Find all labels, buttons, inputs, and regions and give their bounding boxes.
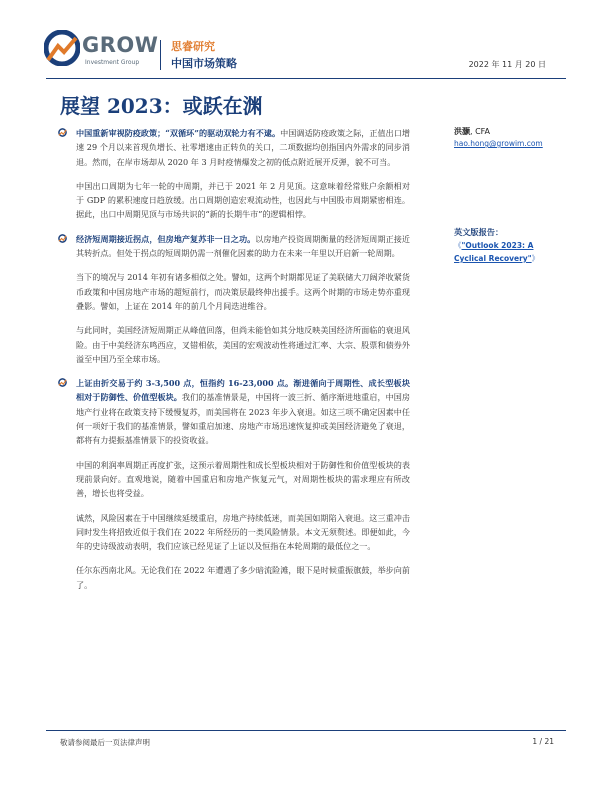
paragraph-7-text: 中国的利润率周期正再度扩张，这预示着周期性和成长型板块相对于防御性和价值型板块的表现前景向好。直观地说，随着中国重启和房地产恢复元气，对周期性板块的需求理应有所改善，增长也将受益。 xyxy=(76,459,410,499)
paragraph-2-text: 中国出口周期为七年一轮的中周期，并已于 2021 年 2 月见顶。这意味着经常账户余额相对于 GDP 的累积速度日趋放缓。出口周期创造宏观流动性，也因此与中国股市周期紧密相连。据此，出口中周期见顶与市场共识的“新的长期牛市”的逻辑相悖。 xyxy=(76,180,410,220)
grow-logo xyxy=(44,30,159,76)
paragraph-9 xyxy=(58,563,410,592)
paragraph-8-text: 诚然，风险因素在于中国继续延缓重启，房地产持续低迷，而美国如期陷入衰退。这三重冲击同时发生将招致近似于我们在 2022 年所经历的一类风险情景。本文无须赘述。即便如此，今年的史诗级波动表明，我们应该已经见证了上证以及恒指在本轮周期的最低位之一。 xyxy=(76,512,410,552)
english-close-bracket: 》 xyxy=(531,254,540,263)
paragraph-6 xyxy=(58,376,410,447)
sidebar xyxy=(454,126,566,265)
page-header xyxy=(0,0,612,90)
main-body xyxy=(58,126,410,602)
paragraph-8 xyxy=(58,511,410,554)
page-title: 展望 2023：或跃在渊 xyxy=(60,94,263,118)
english-report-link[interactable]: "Outlook 2023: A Cyclical Recovery" xyxy=(454,241,534,263)
header-divider xyxy=(160,40,161,70)
paragraph-1-lead: 中国重新审视防疫政策；“双循环”的驱动双轮力有不逮。 xyxy=(76,128,281,138)
paragraph-6-lead: 上证由折交易于约 3-3,500 点，恒指约 16-23,000 点。渐进循向于周期性、成长型板块相对于防御性、价值型板块。 xyxy=(76,378,410,403)
grow-bullet-icon xyxy=(58,378,67,387)
footer-rule xyxy=(46,730,566,731)
paragraph-1-text: 中国调适防疫政策之际，正值出口增速 29 个月以来首现负增长、社零增速由正转负的关口，二项数据均创指国内外需求的同步消退。然而，在岸市场却从 2020 年 3 月时疫情爆发之初的低点附近展开反弹，貌不可当。 xyxy=(76,128,410,167)
english-open-bracket: 《 xyxy=(454,241,462,250)
grow-bullet-icon xyxy=(58,234,67,243)
paragraph-5-text: 与此同时，美国经济短周期正从峰值回落，但尚未能恰如其分地反映美国经济所面临的衰退风险。由于中美经济东鸣西应，叉错相依，美国的宏观波动性将通过汇率、大宗、股票和债券外溢至中国乃至全球市场。 xyxy=(76,325,410,364)
logo-subtext: Investment Group xyxy=(85,59,140,66)
english-report-label: 英文版报告： xyxy=(454,227,504,237)
legal-disclaimer-note: 敬请参阅最后一页法律声明 xyxy=(60,738,150,747)
page-number: 1 / 21 xyxy=(532,737,554,746)
author-name: 洪灏 xyxy=(454,127,470,136)
logo-wordmark: GROW xyxy=(82,33,159,57)
author-suffix: , CFA xyxy=(470,127,491,136)
paragraph-1 xyxy=(58,126,410,169)
paragraph-9-text: 任尔东西南北风。无论我们在 2022 年遭遇了多少暗流险滩，眼下是时候重振旗鼓，举步向前了。 xyxy=(76,565,410,590)
paragraph-6-text: 我们的基准情景是，中国将一波三折、循序渐进地重启，中国房地产行业将在政策支持下缓慢复苏，而美国将在 2023 年步入衰退。如这三项不确定因素中任何一项好于我们的基准情景，譬如重启加速、房地产市场迅速恢复抑或美国经济避免了衰退，都将有力提振基准情景下的投资收益。 xyxy=(76,392,410,446)
header-rule xyxy=(46,78,566,79)
author-email-link[interactable]: hao.hong@growim.com xyxy=(454,139,543,148)
paragraph-3-text: 以房地产投资周期衡量的经济短周期正接近其转折点。但处于拐点的短周期仍需一剂催化因素的助力在未来一年里以开启新一轮周期。 xyxy=(76,233,410,259)
header-brand: 思睿研究 xyxy=(171,40,215,53)
grow-bullet-icon xyxy=(58,128,67,137)
author-line xyxy=(454,126,566,138)
paragraph-4 xyxy=(58,270,410,313)
paragraph-4-text: 当下的境况与 2014 年初有诸多相似之处。譬如，这两个时期都见证了美联储大刀阔斧收紧货币政策和中国房地产市场的超短前行，而决策层最终伸出援手。这两个时期的市场走势亦重现叠影。譬如，上证在 2014 年的前几个月间迭进维谷。 xyxy=(76,272,410,311)
header-section: 中国市场策略 xyxy=(171,57,237,70)
paragraph-7 xyxy=(58,458,410,501)
english-report-line xyxy=(454,239,566,265)
paragraph-3 xyxy=(58,232,410,261)
paragraph-5 xyxy=(58,323,410,366)
grow-logo-mark-icon xyxy=(44,30,80,66)
paragraph-3-lead: 经济短周期接近拐点，但房地产复苏非一日之功。 xyxy=(76,233,256,244)
report-date: 2022 年 11 月 20 日 xyxy=(468,60,546,69)
paragraph-2 xyxy=(58,179,410,222)
